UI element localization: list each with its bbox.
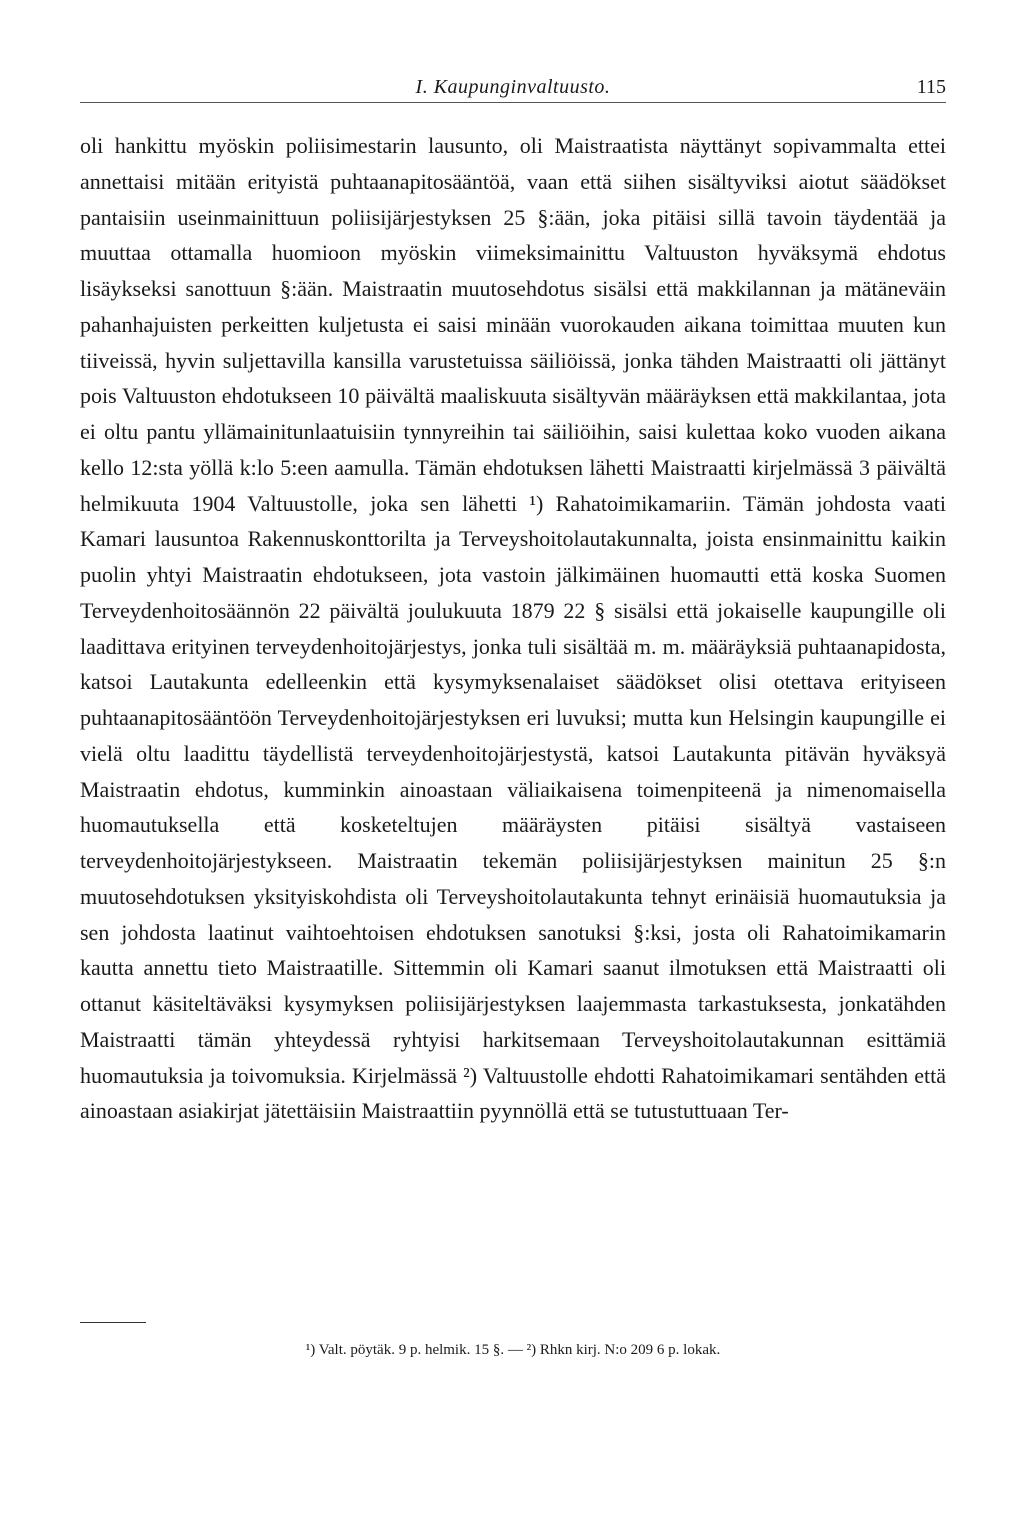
running-title: I. Kaupunginvaltuusto. <box>415 76 611 98</box>
body-paragraph: oli hankittu myöskin poliisimestarin lausunto, oli Maistraatista näyttänyt sopivammalta ettei annettaisi mitään erityistä puhtaanapitosääntöä, vaan että siihen sisältyviksi aiotut säädökset pantaisiin useinmainittuun poliisijärjestyksen 25 §:ään, joka pitäisi sillä tavoin täydentää ja muuttaa ottamalla huomioon myöskin viimeksimainittu Valtuuston hyväksymä ehdotus lisäykseksi sanottuun §:ään. Maistraatin muutosehdotus sisälsi että makkilannan ja mätäneväin pahanhajuisten perkeitten kuljetusta ei saisi minään vuorokauden aikana toimittaa muuten kun tiiveissä, hyvin suljettavilla kansilla varustetuissa säiliöissä, jonka tähden Maistraatti oli jättänyt pois Valtuuston ehdotukseen 10 päivältä maaliskuuta sisältyvän määräyksen että makkilantaa, jota ei oltu pantu yllämainitunlaatuisiin tynnyreihin tai säiliöihin, saisi kulettaa koko vuoden aikana kello 12:sta yöllä k:lo 5:een aamulla. Tämän ehdotuksen lähetti Maistraatti kirjelmässä 3 päivältä helmikuuta 1904 Valtuustolle, joka sen lähetti ¹) Rahatoimikamariin. Tämän johdosta vaati Kamari lausuntoa Rakennuskonttorilta ja Terveyshoitolautakunnalta, joista ensinmainittu kaikin puolin yhtyi Maistraatin ehdotukseen, jota vastoin jälkimäinen huomautti että koska Suomen Terveydenhoitosäännön 22 päivältä joulukuuta 1879 22 § sisälsi että jokaiselle kaupungille oli laadittava erityinen terveydenhoitojärjestys, jonka tuli sisältää m. m. määräyksiä puhtaanapidosta, katsoi Lautakunta edelleenkin että kysymyksenalaiset säädökset olisi otettava erityiseen puhtaanapitosääntöön Terveydenhoitojärjestyksen eri luvuksi; mutta kun Helsingin kaupungille ei vielä oltu laadittu täydellistä terveydenhoitojärjestystä, katsoi Lautakunta pitävän hyväksyä Maistraatin ehdotus, kumminkin ainoastaan väliaikaisena toimenpiteenä ja nimenomaisella huomautuksella että kosketeltujen määräysten pitäisi sisältyä vastaiseen terveydenhoitojärjestykseen. Maistraatin tekemän poliisijärjestyksen mainitun 25 §:n muutosehdotuksen yksityiskohdista oli Terveyshoitolautakunta tehnyt erinäisiä huomautuksia ja sen johdosta laatinut vaihtoehtoisen ehdotuksen sanotuksi §:ksi, josta oli Rahatoimikamarin kautta annettu tieto Maistraatille. Sittemmin oli Kamari saanut ilmotuksen että Maistraatti oli ottanut käsiteltäväksi kysymyksen poliisijärjestyksen laajemmasta tarkastuksesta, jonkatähden Maistraatti tämän yhteydessä ryhtyisi harkitsemaan Terveyshoitolautakunnan esittämiä huomautuksia ja toivomuksia. Kirjelmässä ²) Valtuustolle ehdotti Rahatoimikamari sentähden että ainoastaan asiakirjat jätettäisiin Maistraattiin pyynnöllä että se tutustuttuaan Ter- <box>80 133 946 1124</box>
page-header <box>80 72 946 106</box>
footnote-separator <box>80 1322 146 1323</box>
footnotes: ¹) Valt. pöytäk. 9 p. helmik. 15 §. — ²) Rhkn kirj. N:o 209 6 p. lokak. <box>305 1342 721 1358</box>
page-number: 115 <box>916 76 946 98</box>
header-rule <box>80 102 946 103</box>
